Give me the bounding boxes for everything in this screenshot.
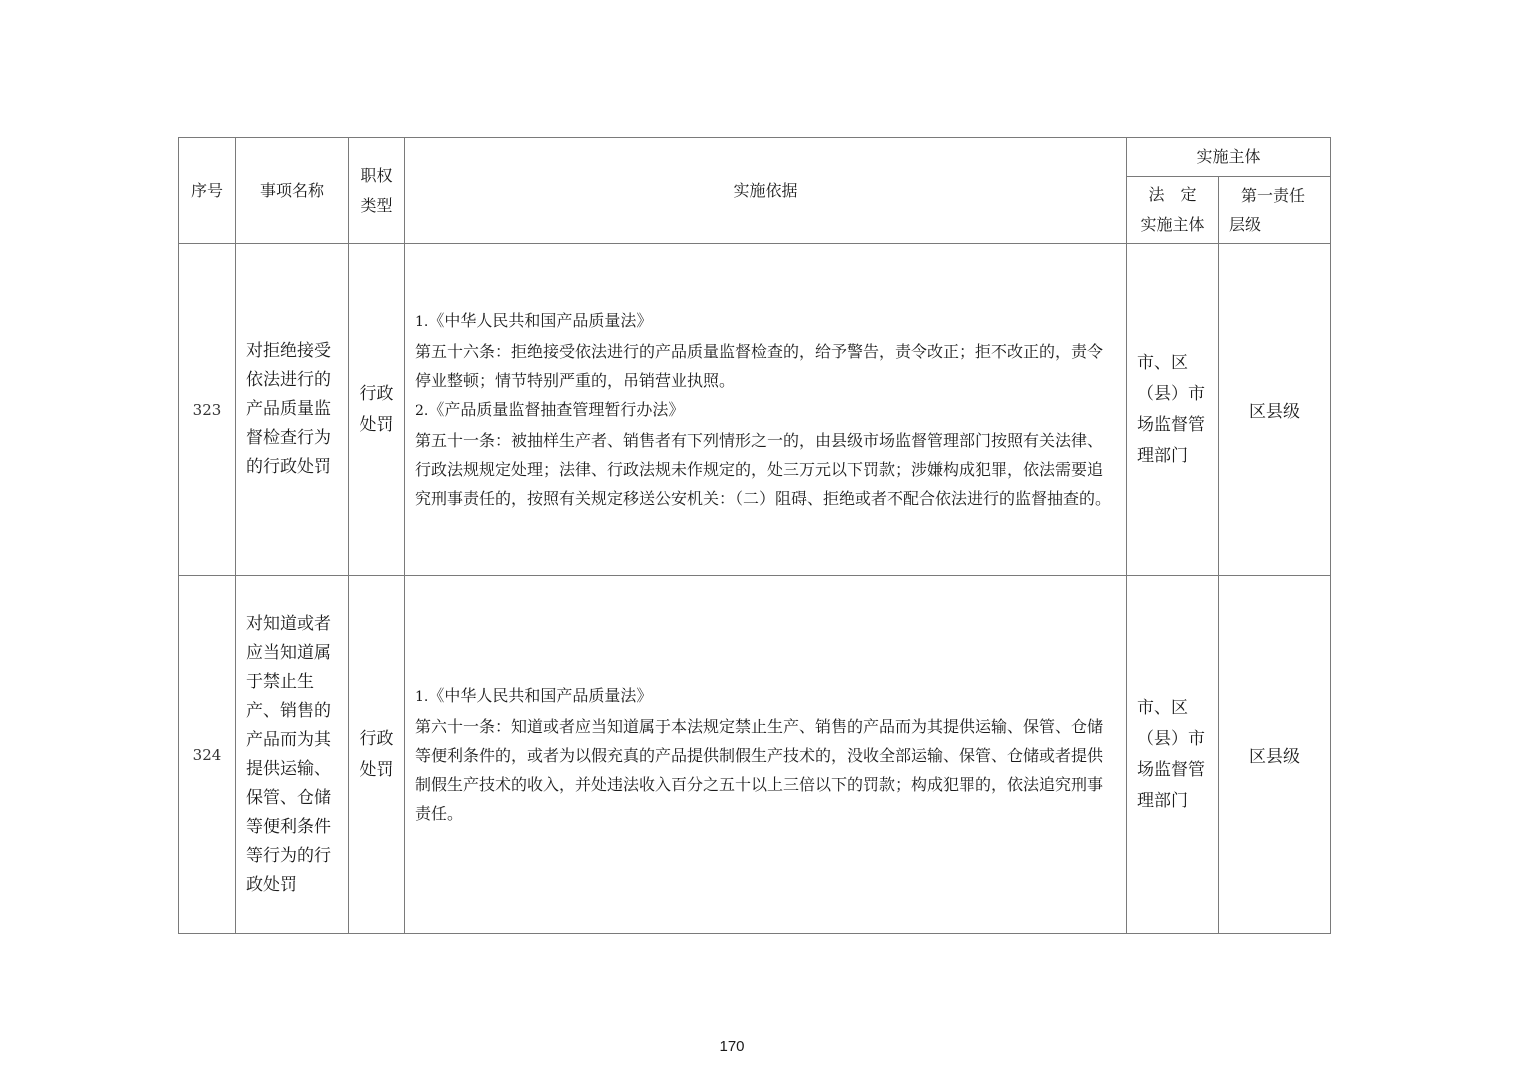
header-seq: 序号 [179,138,236,244]
authority-table [178,137,1331,934]
basis-law-index: 1. [415,689,429,705]
header-authority-type [349,138,405,244]
basis-law-index: 1. [415,314,429,330]
row-seq: 324 [179,576,236,934]
row-basis [405,576,1127,934]
basis-article: 第五十一条：被抽样生产者、销售者有下列情形之一的，由县级市场监督管理部门按照有关法律、行政法规规定处理；法律、行政法规未作规定的，处三万元以下罚款；涉嫌构成犯罪，依法需要追究刑事责任的，按照有关规定移送公安机关：（二）阻碍、拒绝或者不配合依法进行的监督抽查的。 [415,431,1112,508]
row-authority-type [349,576,405,934]
header-row-top [179,138,1331,177]
header-legal-subject [1127,177,1219,244]
page-number: 170 [719,1038,745,1055]
header-basis: 实施依据 [405,138,1127,244]
basis-article: 第五十六条：拒绝接受依法进行的产品质量监督检查的，给予警告，责令改正；拒不改正的，责令停业整顿；情节特别严重的，吊销营业执照。 [415,342,1104,390]
basis-law [415,395,1116,426]
row-legal-subject: 市、区（县）市场监督管理部门 [1127,576,1219,934]
header-first-level [1219,177,1331,244]
header-subject: 实施主体 [1127,138,1331,177]
header-first-level-line2: 层级 [1229,215,1262,234]
header-legal-subject-line2: 实施主体 [1140,215,1205,234]
row-item-name: 对知道或者应当知道属于禁止生产、销售的产品而为其提供运输、保管、仓储等便利条件等行为的行政处罚 [236,576,349,934]
basis-law [415,681,1116,712]
table-row [179,244,1331,576]
basis-article: 第六十一条：知道或者应当知道属于本法规定禁止生产、销售的产品而为其提供运输、保管、仓储等便利条件的，或者为以假充真的产品提供制假生产技术的，没收全部运输、保管、仓储或者提供制假生产技术的收入，并处违法收入百分之五十以上三倍以下的罚款；构成犯罪的，依法追究刑事责任。 [415,717,1104,823]
row-first-level: 区县级 [1219,244,1331,576]
row-basis [405,244,1127,576]
basis-law-title: 《中华人民共和国产品质量法》 [428,686,653,705]
row-authority-type [349,244,405,576]
row-authority-type-text: 行政处罚 [359,383,394,435]
header-first-level-line1: 第一责任 [1241,186,1306,205]
row-item-name: 对拒绝接受依法进行的产品质量监督检查行为的行政处罚 [236,244,349,576]
row-seq: 323 [179,244,236,576]
basis-law-index: 2. [415,403,429,419]
header-authority-type-text: 职权类型 [360,165,393,215]
header-item-name: 事项名称 [236,138,349,244]
table-row [179,576,1331,934]
basis-law-title: 《产品质量监督抽查管理暂行办法》 [428,400,685,419]
row-first-level: 区县级 [1219,576,1331,934]
basis-law [415,306,1116,337]
header-legal-subject-line1: 法 定 [1148,185,1197,204]
row-legal-subject: 市、区（县）市场监督管理部门 [1127,244,1219,576]
row-authority-type-text: 行政处罚 [359,728,394,780]
basis-law-title: 《中华人民共和国产品质量法》 [428,311,653,330]
